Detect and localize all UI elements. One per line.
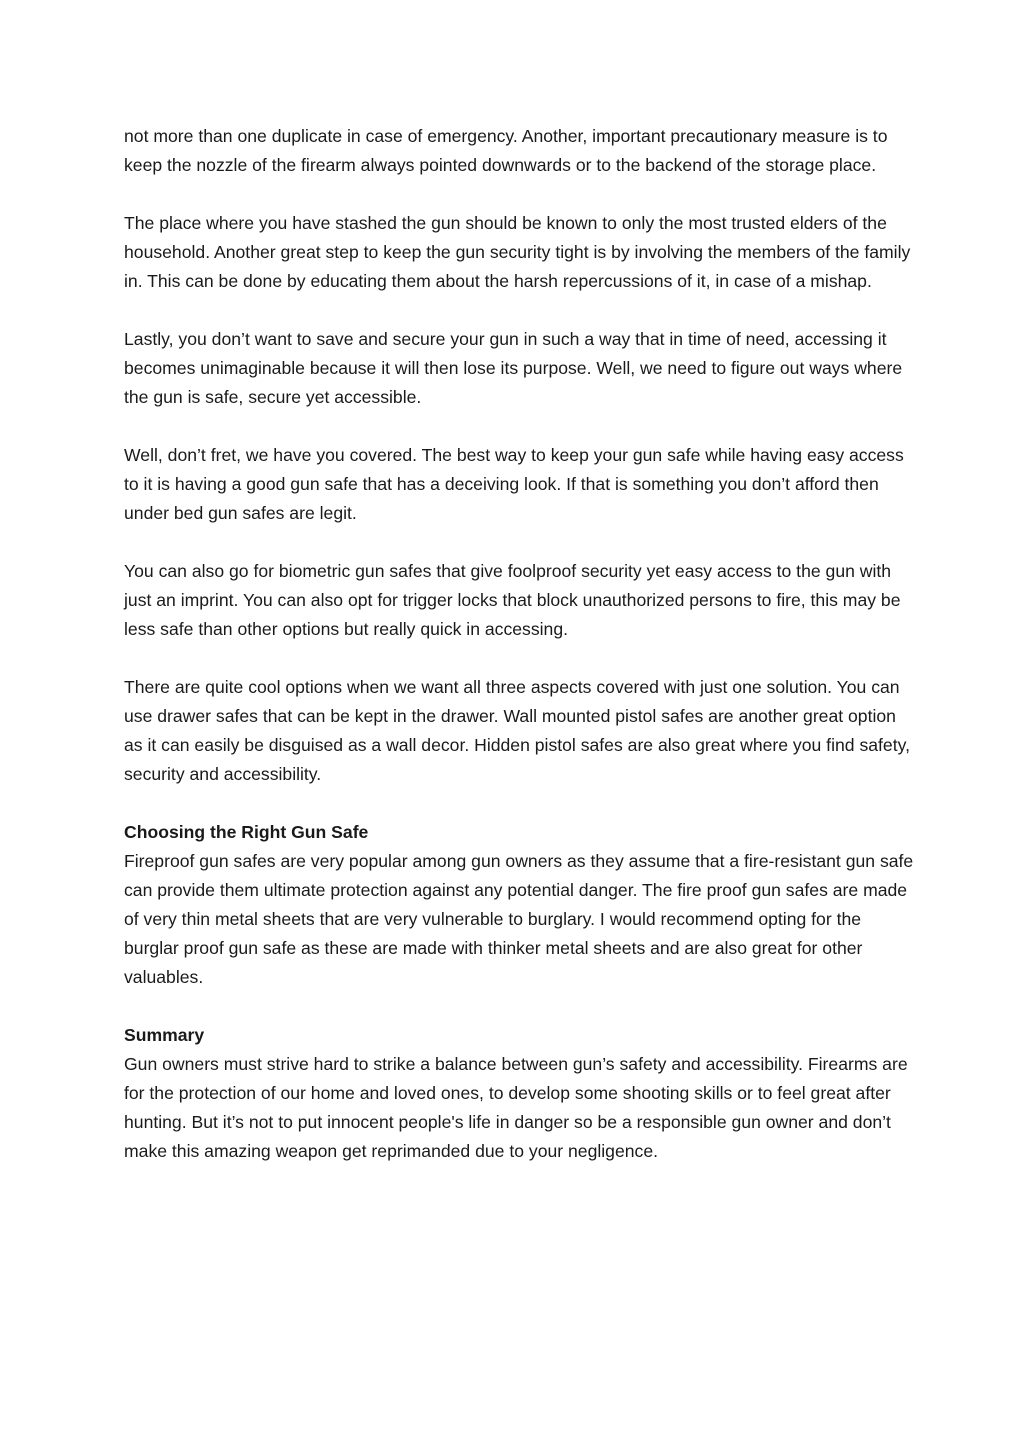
paragraph-drawer-safes: There are quite cool options when we want all three aspects covered with just one solution. You can use drawer safes that can be kept in the drawer. Wall mounted pistol safes are another great option as it can easily be disguised as a wall decor. Hidden pistol safes are also great where you find safety, security and accessibility. <box>124 677 910 784</box>
section-heading-summary: Summary <box>124 1025 205 1045</box>
section-heading-choosing-safe: Choosing the Right Gun Safe <box>124 822 369 842</box>
paragraph-stash-location: The place where you have stashed the gun should be known to only the most trusted elders of the household. Another great step to keep the gun security tight is by involving the members of the family in. This can be done by educating them about the harsh repercussions of it, in case of a mishap. <box>124 213 911 291</box>
paragraph-duplicate-key: not more than one duplicate in case of emergency. Another, important precautionary measure is to keep the nozzle of the firearm always pointed downwards or to the backend of the storage place. <box>124 126 888 175</box>
paragraph-biometric-safes: You can also go for biometric gun safes that give foolproof security yet easy access to the gun with just an imprint. You can also opt for trigger locks that block unauthorized persons to fire, this may be less safe than other options but really quick in accessing. <box>124 561 901 639</box>
paragraph-accessibility: Lastly, you don’t want to save and secure your gun in such a way that in time of need, accessing it becomes unimaginable because it will then lose its purpose. Well, we need to figure out ways where the gun is safe, secure yet accessible. <box>124 329 903 407</box>
section-summary <box>124 1021 914 1166</box>
section-body-summary: Gun owners must strive hard to strike a balance between gun’s safety and accessibility. Firearms are for the protection of our home and loved ones, to develop some shooting skills or to feel great after hunting. But it’s not to put innocent people's life in danger so be a responsible gun owner and don’t make this amazing weapon get reprimanded due to your negligence. <box>124 1054 908 1161</box>
paragraph-deceiving-safe: Well, don’t fret, we have you covered. The best way to keep your gun safe while having easy access to it is having a good gun safe that has a deceiving look. If that is something you don’t afford then under bed gun safes are legit. <box>124 445 904 523</box>
document-page <box>124 122 914 1195</box>
section-choosing-safe <box>124 818 914 992</box>
section-body-choosing-safe: Fireproof gun safes are very popular among gun owners as they assume that a fire-resistant gun safe can provide them ultimate protection against any potential danger. The fire proof gun safes are made of very thin metal sheets that are very vulnerable to burglary. I would recommend opting for the burglar proof gun safe as these are made with thinker metal sheets and are also great for other valuables. <box>124 851 914 987</box>
